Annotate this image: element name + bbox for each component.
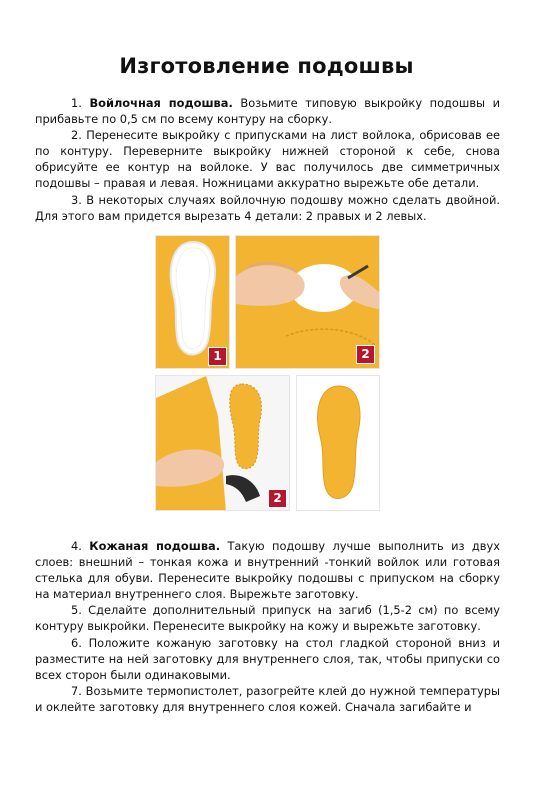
page-title: Изготовление подошвы bbox=[119, 54, 414, 78]
step-badge-2: 2 bbox=[356, 345, 375, 364]
step-badge-1: 1 bbox=[208, 347, 227, 366]
photo-cutting-felt bbox=[155, 375, 290, 511]
paragraph-4-text: Такую подошву лучше выполнить из двух слоев: внешний – тонкая кожа и внутренний -тонкий войлок или готовая стелька для обуви. Перенесите выкройку подошвы с припуском на сборку на материал внутреннего слоя. Вырежьте заготовку. bbox=[35, 539, 500, 602]
paragraph-7: 7. Возьмите термопистолет, разогрейте клей до нужной температуры и оклейте заготовку для внутреннего слоя кожей. Сначала загибайте и bbox=[35, 683, 500, 714]
paragraph-1-heading: Войлочная подошва. bbox=[89, 96, 233, 110]
photo-tracing-felt bbox=[235, 235, 380, 369]
paragraph-1 bbox=[35, 95, 500, 127]
paragraph-1-text: Возьмите типовую выкройку подошвы и прибавьте по 0,5 см по всему контуру на сборку. bbox=[35, 96, 501, 127]
paragraph-5: 5. Сделайте дополнительный припуск на загиб (1,5-2 см) по всему контуру выкройки. Перенесите выкройку на кожу и вырежьте заготовку. bbox=[35, 603, 500, 634]
section-leather-sole bbox=[35, 538, 500, 715]
step-badge-3: 2 bbox=[268, 489, 287, 508]
paragraph-1-number: 1. bbox=[71, 96, 82, 110]
finished-felt-sole-illustration bbox=[297, 376, 380, 511]
paragraph-4-number: 4. bbox=[71, 539, 82, 553]
paragraph-4 bbox=[35, 538, 500, 602]
section-felt-sole bbox=[35, 95, 500, 224]
paragraph-6: 6. Положите кожаную заготовку на стол гладкой стороной вниз и разместите на ней заготовку для внутреннего слоя, так, чтобы припуски со всех сторон были одинаковыми. bbox=[35, 635, 500, 682]
photo-finished-felt-sole bbox=[296, 375, 380, 511]
paragraph-3: 3. В некоторых случаях войлочную подошву можно сделать двойной. Для этого вам придется вырезать 4 детали: 2 правых и 2 левых. bbox=[35, 192, 500, 223]
photo-insole-pattern bbox=[155, 235, 230, 369]
paragraph-2: 2. Перенесите выкройку с припусками на лист войлока, обрисовав ее по контуру. Переверните выкройку нижней стороной к себе, снова обрисуйте ее контур на войлоке. У вас получилось две симметричных подошвы – правая и левая. Ножницами аккуратно вырежьте обе детали. bbox=[35, 128, 500, 191]
paragraph-4-heading: Кожаная подошва. bbox=[89, 539, 221, 553]
